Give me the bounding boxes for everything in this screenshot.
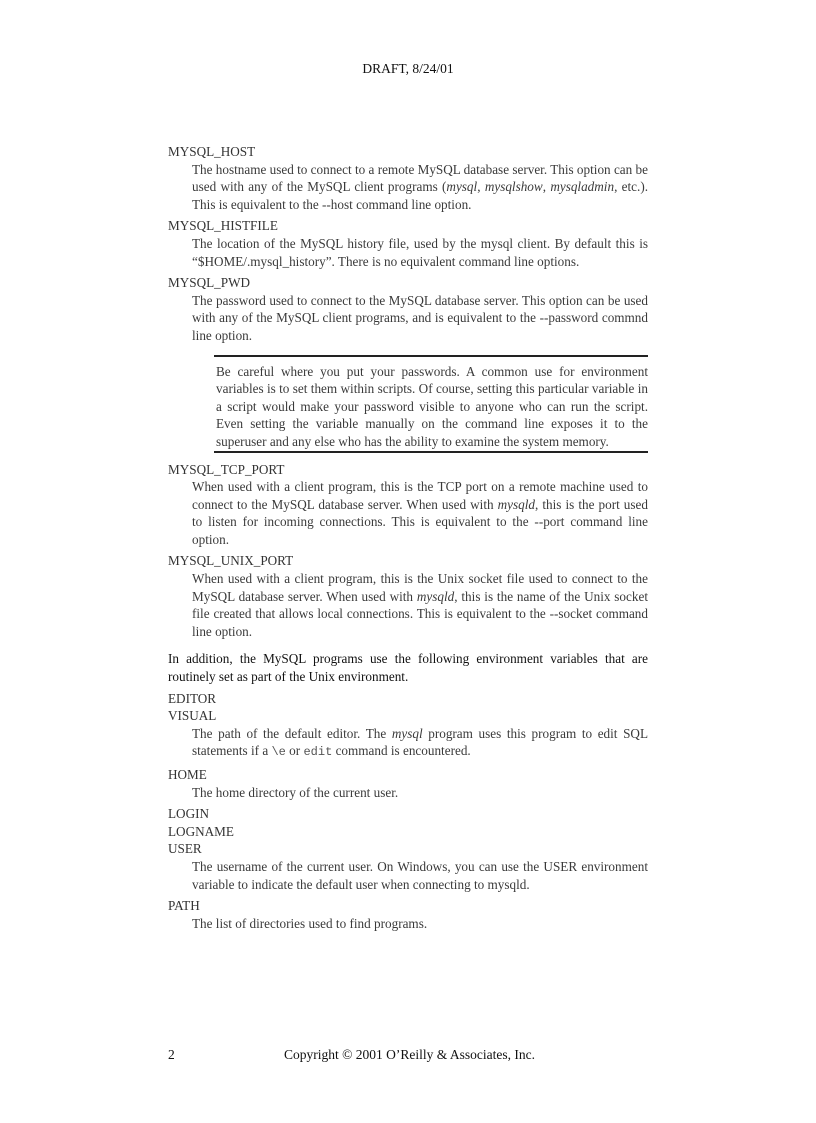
definition-text: The hostname used to connect to a remote MySQL database server. This option can be used with any of the MySQL client programs ( [192,161,648,195]
definition-text: , this is the port used to listen for incoming connections. This is equivalent to the --port command line option. [192,496,648,547]
definition-text: command is encountered. [332,743,471,759]
definition-text: When used with a client program, this is the TCP port on a remote machine used to connect to the MySQL database server. When used with [192,479,648,512]
program-name: mysqlshow [484,179,543,195]
definition-text: program uses this program to edit SQL statements if a [192,725,649,759]
definition-editor [192,725,648,762]
definition-mysql-pwd: The password used to connect to the MySQL database server. This option can be used with any of the MySQL client programs, and is equivalent to the --password commnd line option. [192,292,648,343]
definition-text: , etc.). This is equivalent to the --host command line option. [192,179,649,212]
password-warning-note: Be careful where you put your passwords. A common use for environment variables is to set them within scripts. Of course, setting this particular variable in a script would make your password visible to anyone who can run the script. Even setting the variable manually on the command line exposes it to the superuser and any else who has the ability to examine the system memory. [214,355,648,453]
main-content [168,143,648,936]
definition-path: The list of directories used to find programs. [192,915,428,931]
draft-header: DRAFT, 8/24/01 [362,61,454,76]
code-edit: edit [303,745,333,760]
definition-home: The home directory of the current user. [192,784,399,800]
code-escape-e: \e [271,745,286,760]
program-name: mysqld [497,496,536,512]
term-path: PATH [168,898,200,914]
program-name: mysql [391,725,423,741]
copyright-notice: Copyright © 2001 O’Reilly & Associates, Inc. [284,1047,535,1062]
program-name: mysqld [416,588,455,604]
term-mysql-host: MYSQL_HOST [168,144,256,159]
term-mysql-pwd: MYSQL_PWD [168,275,251,291]
program-name: mysql [446,179,478,195]
intro-paragraph: In addition, the MySQL programs use the following environment variables that are routinely set as part of the Unix environment. [168,651,648,685]
definition-text: When used with a client program, this is the Unix socket file used to connect to the MySQL database server. When used with [192,571,648,604]
term-login: LOGIN [168,806,210,822]
term-visual: VISUAL [168,708,217,724]
definition-text: , this is the name of the Unix socket file created that allows local connections. This is equivalent to the --socket command line option. [192,588,648,639]
program-name: mysqladmin [550,179,615,195]
term-user: USER [168,841,202,857]
term-logname: LOGNAME [168,823,234,839]
term-mysql-unix-port: MYSQL_UNIX_PORT [168,553,294,569]
definition-text: The path of the default editor. The [192,725,392,741]
definition-mysql-host [192,161,648,214]
definition-mysql-unix-port [192,570,648,640]
page-number: 2 [168,1047,175,1062]
separator: , [542,179,551,195]
definition-mysql-histfile: The location of the MySQL history file, used by the mysql client. By default this is “$HOME/.mysql_history”. There is no equivalent command line options. [192,235,648,269]
term-mysql-histfile: MYSQL_HISTFILE [168,218,278,234]
term-mysql-tcp-port: MYSQL_TCP_PORT [168,461,285,477]
separator: , [477,179,485,195]
definition-mysql-tcp-port [192,478,648,548]
term-home: HOME [168,767,207,782]
definition-user: The username of the current user. On Windows, you can use the USER environment variable to indicate the default user when connecting to mysqld. [192,858,648,892]
term-editor: EDITOR [168,690,217,706]
definition-text: or [285,743,304,759]
